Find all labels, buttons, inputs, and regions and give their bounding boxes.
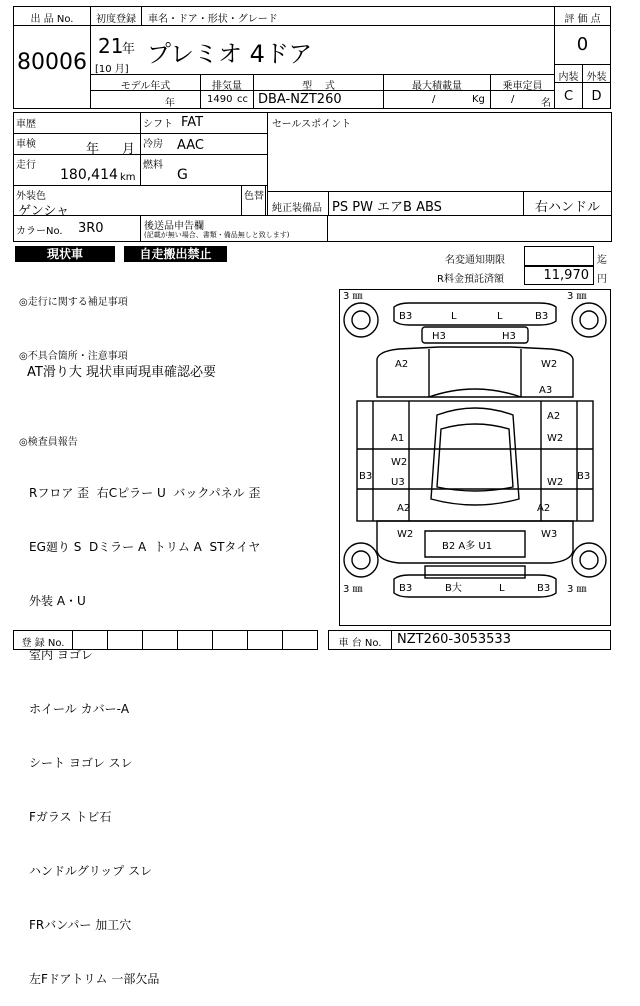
mark-w2-rear-left: W2 <box>397 529 414 540</box>
inspection-month: 月 <box>122 142 136 157</box>
name-change-label: 名変通知期限 <box>445 255 505 266</box>
recolor-cell <box>241 185 268 216</box>
displacement-label-cell <box>200 74 254 91</box>
mark-w2-right-upper: W2 <box>547 433 564 444</box>
current-status-badge: 現状車 <box>15 246 115 262</box>
shift-label: シフト <box>143 119 173 130</box>
tire-label-rear-left: 3 ㎜ <box>343 584 363 595</box>
car-name: プレミオ 4ドア <box>147 40 313 68</box>
model-year-label-cell <box>90 74 201 91</box>
chassis-value: NZT260-3053533 <box>397 632 511 647</box>
year-unit: 年 <box>122 42 136 57</box>
fuel-cell <box>140 154 268 186</box>
mark-front-l1: L <box>451 311 457 322</box>
mark-a2-front-left: A2 <box>395 359 409 370</box>
score-value: 0 <box>576 34 589 55</box>
lot-number-cell <box>13 25 91 109</box>
lot-number: 80006 <box>17 50 87 75</box>
mark-a2-rear-left: A2 <box>397 503 411 514</box>
name-change-unit: 迄 <box>597 255 607 266</box>
tire-label-front-right: 3 ㎜ <box>567 291 587 302</box>
capacity-unit: 名 <box>541 98 551 109</box>
recycle-unit: 円 <box>597 274 607 285</box>
recycle-value: 11,970 <box>543 268 589 283</box>
first-reg-label-cell <box>90 6 142 26</box>
max-load-label: 最大積載量 <box>412 81 462 92</box>
lot-label: 出 品 No. <box>30 14 74 25</box>
inspection-label: 車検 <box>16 139 36 150</box>
mark-rear-b3-left: B3 <box>399 583 413 594</box>
interior-label: 内装 <box>558 72 579 83</box>
tire-front-right-icon <box>572 303 606 337</box>
score-label: 評 価 点 <box>564 14 601 25</box>
reg-digit-cell <box>282 630 318 650</box>
inspector-line: ホイール カバー-A <box>29 702 130 716</box>
self-drive-ban-badge: 自走搬出禁止 <box>124 246 227 262</box>
inspector-report-list <box>29 448 260 1006</box>
tire-label-rear-right: 3 ㎜ <box>567 584 587 595</box>
mark-a1-left: A1 <box>391 433 405 444</box>
displacement-label: 排気量 <box>212 81 242 92</box>
inspector-line: EG廻り S Dミラー A トリム A STタイヤ <box>29 540 261 554</box>
color-no-cell <box>13 215 141 242</box>
model-year-unit: 年 <box>165 98 175 109</box>
max-load-label-cell <box>383 74 491 91</box>
inspector-line: シート ヨゴレ スレ <box>29 756 133 770</box>
displacement-unit: cc <box>237 94 248 105</box>
mark-front-h3-right: H3 <box>502 331 516 342</box>
report-label: 後送品申告欄 <box>144 221 204 232</box>
era-year: 21 <box>98 34 124 58</box>
car-name-cell <box>90 25 555 75</box>
displacement-cell <box>200 90 254 109</box>
displacement-value: 1490 <box>207 94 233 105</box>
month-text: [10 月] <box>95 64 129 75</box>
equipment-label: 純正装備品 <box>272 203 322 214</box>
mark-w2-right-lower: W2 <box>547 477 564 488</box>
car-name-label: 車名・ドア・形状・グレード <box>148 14 278 25</box>
capacity-label: 乗車定員 <box>502 81 543 92</box>
reg-digit-cell <box>247 630 283 650</box>
inspector-line: 室内 ヨゴレ <box>29 648 93 662</box>
capacity-value: / <box>511 94 515 105</box>
fuel-value: G <box>177 167 188 183</box>
reg-digit-cell <box>212 630 248 650</box>
mark-rear-b3-right: B3 <box>537 583 551 594</box>
mileage-label: 走行 <box>16 160 36 171</box>
mileage-unit: km <box>120 172 136 183</box>
mark-w2-left: W2 <box>391 457 408 468</box>
model-year-label: モデル年式 <box>120 81 171 92</box>
first-reg-label: 初度登録 <box>96 14 136 25</box>
inspection-year: 年 <box>86 142 100 157</box>
inspector-line: Rフロア 歪 右Cピラー U バックパネル 歪 <box>29 486 261 500</box>
recycle-box <box>524 266 594 285</box>
type-cell <box>253 90 384 109</box>
reg-digit-cell <box>177 630 213 650</box>
ext-color-label: 外装色 <box>16 191 46 202</box>
shift-cell <box>140 112 268 134</box>
tire-label-front-left: 3 ㎜ <box>343 291 363 302</box>
exterior-grade-cell <box>582 82 611 109</box>
inspector-line: FRバンパー 加工穴 <box>29 918 132 932</box>
report-note: (記載が無い場合、書類・備品無しと致します) <box>144 231 290 239</box>
mark-rear-b-large: B大 <box>445 583 462 594</box>
recolor-label: 色替 <box>244 191 264 202</box>
model-year-cell <box>90 90 201 109</box>
mark-front-h3-left: H3 <box>432 331 446 342</box>
exterior-grade: D <box>591 89 602 104</box>
history-label: 車歴 <box>16 119 36 130</box>
ext-color-cell <box>13 185 266 219</box>
exterior-label-cell <box>582 64 611 83</box>
capacity-cell <box>490 90 555 109</box>
reg-digit-cell <box>72 630 108 650</box>
inspector-line: Fガラス トビ石 <box>29 810 112 824</box>
history-cell <box>13 112 141 134</box>
mileage-cell <box>13 154 141 186</box>
tire-rear-left-icon <box>344 543 378 577</box>
lot-label-cell <box>13 6 91 26</box>
inspector-report-title: ◎検査員報告 <box>19 437 78 448</box>
driving-notes-title: ◎走行に関する補足事項 <box>19 297 128 308</box>
score-label-cell <box>554 6 611 26</box>
mark-w2-front-right: W2 <box>541 359 558 370</box>
mark-front-b3-left: B3 <box>399 311 413 322</box>
mark-trunk: B2 A多 U1 <box>442 541 493 552</box>
equipment-value: PS PW エアB ABS <box>332 200 442 215</box>
sales-point-cell <box>267 112 612 192</box>
reg-label: 登 録 No. <box>21 638 65 649</box>
type-label-cell <box>253 74 384 91</box>
mark-b3-right-side: B3 <box>577 471 591 482</box>
mark-a2-right-upper: A2 <box>547 411 561 422</box>
report-content-cell <box>327 215 612 242</box>
type-label: 型 式 <box>302 81 335 92</box>
mark-w3-rear-right: W3 <box>541 529 558 540</box>
type-value: DBA-NZT260 <box>258 92 342 107</box>
mileage-value: 180,414 <box>60 167 118 183</box>
defect-notes-text: AT滑り大 現状車両現車確認必要 <box>27 365 216 380</box>
name-change-box <box>524 246 594 266</box>
equipment-cell <box>328 191 524 216</box>
interior-grade-cell <box>554 82 583 109</box>
reg-digit-cell <box>107 630 143 650</box>
tire-front-left-icon <box>344 303 378 337</box>
chassis-value-cell <box>391 630 611 650</box>
reg-digit-cell <box>142 630 178 650</box>
taillight-bar <box>425 566 525 578</box>
ac-label: 冷房 <box>143 139 163 150</box>
handle-value: 右ハンドル <box>534 200 600 215</box>
defect-notes-title: ◎不具合箇所・注意事項 <box>19 351 128 362</box>
capacity-label-cell <box>490 74 555 91</box>
handle-cell <box>523 191 612 216</box>
color-no-value: 3R0 <box>78 221 104 236</box>
max-load-value: / <box>432 94 436 105</box>
max-load-unit: Kg <box>472 94 485 105</box>
fuel-label: 燃料 <box>143 160 163 171</box>
inspector-line: 左Fドアトリム 一部欠品 <box>29 972 160 986</box>
tire-rear-right-icon <box>572 543 606 577</box>
mark-b3-left-side: B3 <box>359 471 373 482</box>
mark-front-b3-right: B3 <box>535 311 549 322</box>
mark-a2-rear-right: A2 <box>537 503 551 514</box>
report-label-cell <box>140 215 328 242</box>
score-cell <box>554 25 611 65</box>
recycle-label: R料金預託済額 <box>437 274 504 285</box>
shift-value: FAT <box>181 115 204 130</box>
chassis-label-cell <box>328 630 392 650</box>
interior-label-cell <box>554 64 583 83</box>
color-no-label: カラーNo. <box>16 226 63 237</box>
car-name-label-cell <box>141 6 555 26</box>
ac-value: AAC <box>177 138 204 153</box>
ext-color-value: ゲンシャ <box>18 204 70 219</box>
car-diagram <box>339 289 611 626</box>
exterior-label: 外装 <box>586 72 607 83</box>
inspector-line: ハンドルグリップ スレ <box>29 864 153 878</box>
chassis-label: 車 台 No. <box>338 638 382 649</box>
mark-u3-left: U3 <box>391 477 405 488</box>
mark-front-l2: L <box>497 311 503 322</box>
interior-grade: C <box>563 89 574 104</box>
equipment-label-cell <box>267 191 329 216</box>
ac-cell <box>140 133 268 155</box>
max-load-cell <box>383 90 491 109</box>
inspection-cell <box>13 133 141 155</box>
reg-label-cell <box>13 630 73 650</box>
sales-point-label: セールスポイント <box>272 119 352 130</box>
inspector-line: 外装 A・U <box>29 594 86 608</box>
front-bumper-outline <box>394 303 556 325</box>
mark-a3-front-right: A3 <box>539 385 553 396</box>
mark-rear-l: L <box>499 583 505 594</box>
